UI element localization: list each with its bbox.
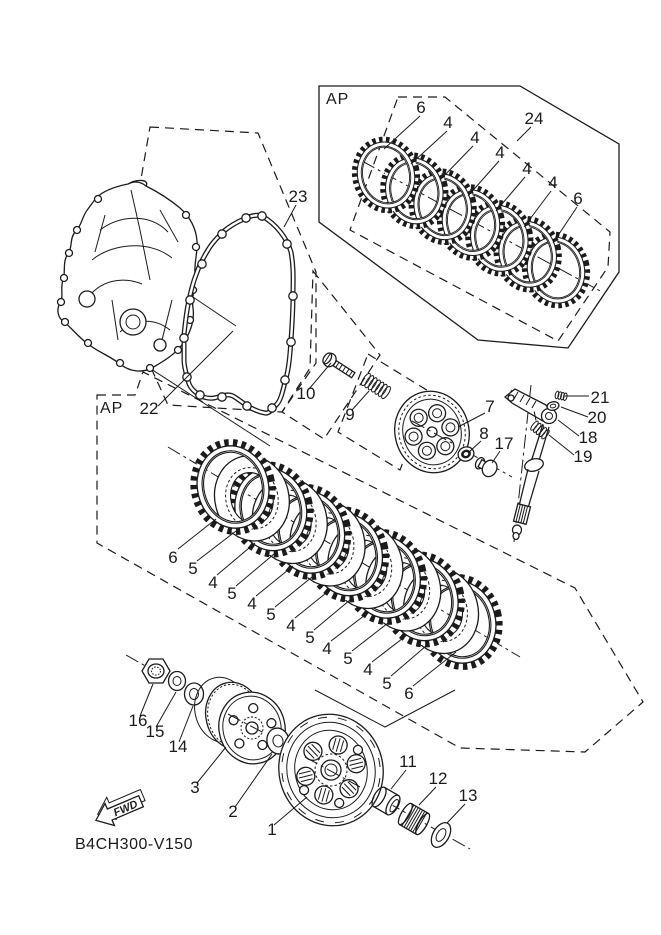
callout-4: 4 <box>286 616 296 635</box>
callout-6: 6 <box>168 548 178 567</box>
callout-5: 5 <box>343 649 353 668</box>
lock-nut <box>142 659 170 683</box>
end-washer <box>427 819 454 850</box>
callout-5: 5 <box>188 559 198 578</box>
callout-24: 24 <box>524 109 544 128</box>
callout-14: 14 <box>168 737 188 756</box>
callout-5: 5 <box>227 584 237 603</box>
rod-end <box>542 409 557 424</box>
callout-4: 4 <box>247 594 257 613</box>
callout-8: 8 <box>479 424 489 443</box>
callout-20: 20 <box>587 408 607 427</box>
needle-bearing <box>396 802 432 837</box>
crankcase-cover <box>58 178 200 371</box>
mid-ap-dashed-region <box>97 372 643 752</box>
callout-6: 6 <box>404 684 414 703</box>
callout-5: 5 <box>305 628 315 647</box>
top-box-ap-label: AP <box>326 91 350 108</box>
small-washer <box>546 401 559 412</box>
callout-18: 18 <box>578 428 598 447</box>
push-rod-assembly <box>505 389 568 540</box>
clutch-plate-stack <box>178 433 510 686</box>
callout-7: 7 <box>485 397 495 416</box>
clutch-boss <box>188 671 293 770</box>
callout-12: 12 <box>428 769 448 788</box>
callout-4: 4 <box>522 159 532 178</box>
callout-9: 9 <box>345 405 355 424</box>
callout-4: 4 <box>208 573 218 592</box>
callout-11: 11 <box>399 752 417 771</box>
callout-6: 6 <box>416 98 426 117</box>
callout-4: 4 <box>322 639 332 658</box>
callout-4: 4 <box>470 128 480 147</box>
drawing-code: B4CH300-V150 <box>75 836 194 853</box>
callout-16: 16 <box>128 711 148 730</box>
callout-10: 10 <box>296 384 316 403</box>
callout-23: 23 <box>288 187 308 206</box>
callout-4: 4 <box>548 173 558 192</box>
clutch-basket <box>267 703 395 837</box>
callout-2: 2 <box>228 802 238 821</box>
callout-5: 5 <box>382 674 392 693</box>
callout-4: 4 <box>363 660 373 679</box>
callout-3: 3 <box>190 778 200 797</box>
lock-washer <box>169 672 186 691</box>
callout-13: 13 <box>458 786 478 805</box>
mid-ap-label: AP <box>100 400 124 417</box>
callout-5: 5 <box>266 605 276 624</box>
kit-friction-plates <box>346 132 596 314</box>
top-ap-box <box>319 86 619 348</box>
push-rod-shaft <box>513 424 550 540</box>
callout-17: 17 <box>494 434 514 453</box>
callout-21: 21 <box>590 388 610 407</box>
callout-19: 19 <box>573 447 593 466</box>
callout-15: 15 <box>145 722 165 741</box>
callout-1: 1 <box>267 820 277 839</box>
fwd-arrow <box>89 784 149 831</box>
callout-4: 4 <box>443 113 453 132</box>
fwd-label: FWD <box>111 798 140 820</box>
callout-22: 22 <box>139 399 159 418</box>
callout-6: 6 <box>573 189 583 208</box>
callout-4: 4 <box>495 143 505 162</box>
clutch-spring-bolt <box>321 351 358 382</box>
